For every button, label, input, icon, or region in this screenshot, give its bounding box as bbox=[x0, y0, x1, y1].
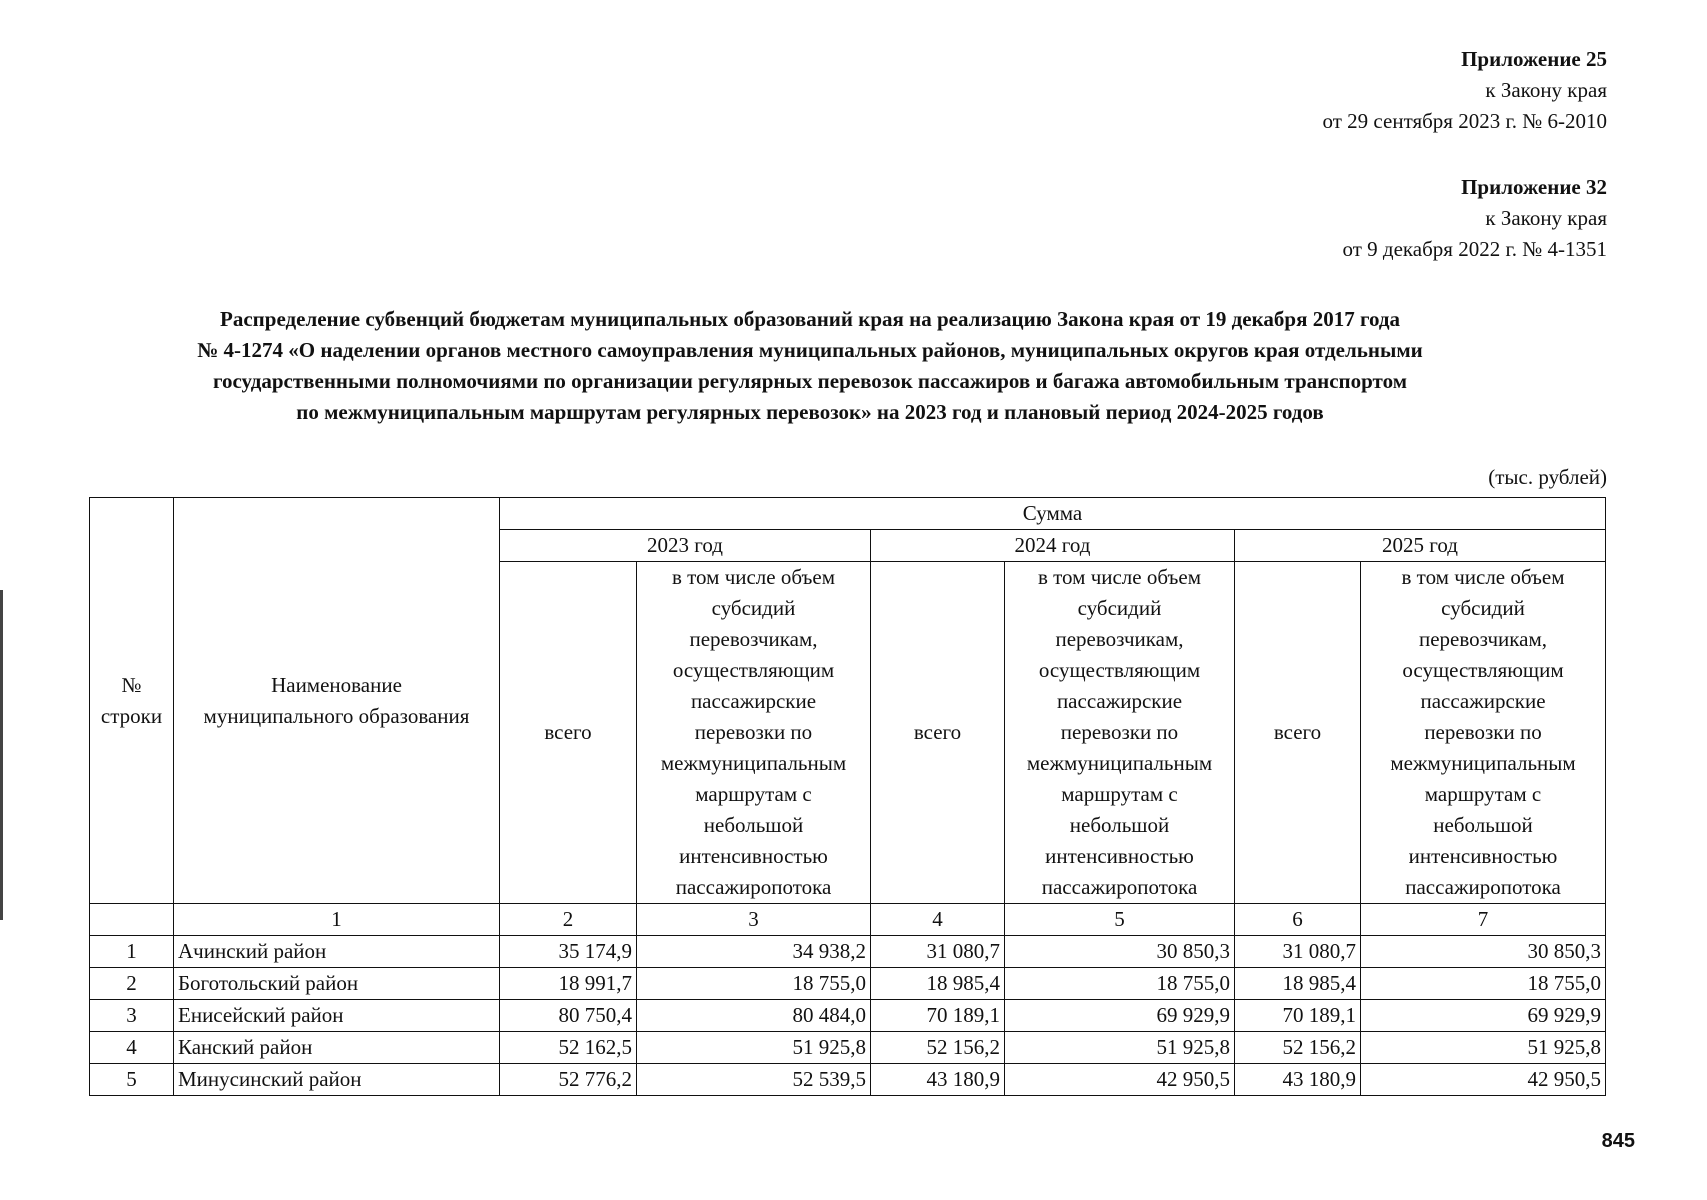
subsidy-label-line: в том числе объем bbox=[1401, 565, 1565, 589]
appendix-25-header bbox=[1323, 44, 1607, 137]
column-index: 3 bbox=[637, 904, 871, 936]
amount-total: 43 180,9 bbox=[871, 1064, 1005, 1096]
municipality-name: Боготольский район bbox=[174, 968, 500, 1000]
row-number: 4 bbox=[90, 1032, 174, 1064]
appendix-title: Приложение 32 bbox=[1461, 175, 1607, 199]
row-number: 1 bbox=[90, 936, 174, 968]
amount-total: 52 156,2 bbox=[1235, 1032, 1361, 1064]
subsidy-label-line: интенсивностью bbox=[679, 844, 828, 868]
header-year: 2025 год bbox=[1235, 530, 1606, 562]
appendix-law-line: к Закону края bbox=[1485, 206, 1607, 230]
column-index-empty bbox=[90, 904, 174, 936]
subsidy-label-line: пассажиропотока bbox=[675, 875, 832, 899]
appendix-date-line: от 9 декабря 2022 г. № 4-1351 bbox=[1342, 237, 1607, 261]
amount-subsidy: 80 484,0 bbox=[637, 1000, 871, 1032]
appendix-32-header bbox=[1343, 172, 1607, 265]
table-row bbox=[90, 968, 1606, 1000]
header-year: 2023 год bbox=[500, 530, 871, 562]
subsidy-label-line: в том числе объем bbox=[671, 565, 835, 589]
page-number: 845 bbox=[1601, 1130, 1635, 1152]
appendix-title: Приложение 25 bbox=[1461, 47, 1607, 71]
column-index: 5 bbox=[1005, 904, 1235, 936]
amount-total: 52 162,5 bbox=[500, 1032, 637, 1064]
amount-total: 70 189,1 bbox=[871, 1000, 1005, 1032]
table-row bbox=[90, 1064, 1606, 1096]
amount-subsidy: 69 929,9 bbox=[1361, 1000, 1606, 1032]
subsidy-label-line: субсидий bbox=[1441, 596, 1525, 620]
amount-subsidy: 42 950,5 bbox=[1005, 1064, 1235, 1096]
amount-total: 18 991,7 bbox=[500, 968, 637, 1000]
units-label: (тыс. рублей) bbox=[1488, 465, 1607, 489]
municipality-name: Канский район bbox=[174, 1032, 500, 1064]
amount-subsidy: 18 755,0 bbox=[637, 968, 871, 1000]
column-index: 1 bbox=[174, 904, 500, 936]
column-index: 4 bbox=[871, 904, 1005, 936]
amount-total: 31 080,7 bbox=[871, 936, 1005, 968]
amount-subsidy: 18 755,0 bbox=[1005, 968, 1235, 1000]
subvention-table bbox=[89, 497, 1606, 1096]
header-row-sum bbox=[90, 498, 1606, 530]
amount-total: 18 985,4 bbox=[871, 968, 1005, 1000]
municipality-name: Ачинский район bbox=[174, 936, 500, 968]
header-total: всего bbox=[1235, 562, 1361, 904]
amount-total: 31 080,7 bbox=[1235, 936, 1361, 968]
row-number: 5 bbox=[90, 1064, 174, 1096]
amount-total: 18 985,4 bbox=[1235, 968, 1361, 1000]
amount-total: 52 156,2 bbox=[871, 1032, 1005, 1064]
subsidy-label-line: перевозки по bbox=[1424, 720, 1542, 744]
subsidy-label-line: небольшой bbox=[703, 813, 804, 837]
title-line: государственными полномочиями по организации регулярных перевозок пассажиров и багажа автомобильным транспортом bbox=[212, 369, 1408, 393]
subsidy-label-line: перевозчикам, bbox=[1055, 627, 1184, 651]
subsidy-label-line: маршрутам с bbox=[1424, 782, 1542, 806]
header-sum: Сумма bbox=[500, 498, 1606, 530]
subsidy-label-line: в том числе объем bbox=[1037, 565, 1201, 589]
title-line: по межмуниципальным маршрутам регулярных перевозок» на 2023 год и плановый период 2024-2025 годов bbox=[296, 400, 1324, 424]
amount-total: 52 776,2 bbox=[500, 1064, 637, 1096]
header-year: 2024 год bbox=[871, 530, 1235, 562]
subsidy-label-line: субсидий bbox=[1077, 596, 1162, 620]
column-index: 7 bbox=[1361, 904, 1606, 936]
header-total: всего bbox=[500, 562, 637, 904]
subsidy-label-line: интенсивностью bbox=[1045, 844, 1194, 868]
column-index-row bbox=[90, 904, 1606, 936]
subsidy-label-line: пассажирские bbox=[1420, 689, 1546, 713]
subsidy-label-line: небольшой bbox=[1433, 813, 1533, 837]
row-number: 2 bbox=[90, 968, 174, 1000]
appendix-date-line: от 29 сентября 2023 г. № 6-2010 bbox=[1322, 109, 1607, 133]
subsidy-label-line: межмуниципальным bbox=[660, 751, 847, 775]
header-municipality bbox=[174, 498, 500, 904]
amount-subsidy: 51 925,8 bbox=[1361, 1032, 1606, 1064]
subsidy-label-line: пассажиропотока bbox=[1405, 875, 1561, 899]
subsidy-label-line: небольшой bbox=[1069, 813, 1170, 837]
subsidy-label-line: осуществляющим bbox=[672, 658, 835, 682]
appendix-law-line: к Закону края bbox=[1485, 78, 1607, 102]
amount-total: 70 189,1 bbox=[1235, 1000, 1361, 1032]
amount-subsidy: 52 539,5 bbox=[637, 1064, 871, 1096]
header-text: № bbox=[121, 672, 142, 697]
column-index: 6 bbox=[1235, 904, 1361, 936]
amount-total: 80 750,4 bbox=[500, 1000, 637, 1032]
amount-subsidy: 18 755,0 bbox=[1361, 968, 1606, 1000]
subsidy-label-line: маршрутам с bbox=[695, 782, 812, 806]
amount-subsidy: 51 925,8 bbox=[637, 1032, 871, 1064]
header-text: муниципального образования bbox=[203, 703, 470, 728]
header-total: всего bbox=[871, 562, 1005, 904]
row-number: 3 bbox=[90, 1000, 174, 1032]
subsidy-label-line: осуществляющим bbox=[1038, 658, 1201, 682]
amount-subsidy: 30 850,3 bbox=[1005, 936, 1235, 968]
table-row bbox=[90, 936, 1606, 968]
municipality-name: Енисейский район bbox=[174, 1000, 500, 1032]
scan-edge-mark bbox=[0, 590, 3, 920]
header-text: строки bbox=[100, 703, 163, 728]
header-subsidy bbox=[1361, 562, 1606, 904]
subsidy-label-line: пассажиропотока bbox=[1041, 875, 1198, 899]
column-index: 2 bbox=[500, 904, 637, 936]
subsidy-label-line: маршрутам с bbox=[1061, 782, 1178, 806]
municipality-name: Минусинский район bbox=[174, 1064, 500, 1096]
amount-subsidy: 30 850,3 bbox=[1361, 936, 1606, 968]
subsidy-label-line: субсидий bbox=[711, 596, 796, 620]
title-line: № 4-1274 «О наделении органов местного самоуправления муниципальных районов, муниципальных округов края отдельными bbox=[197, 338, 1423, 362]
subsidy-label-line: пассажирские bbox=[690, 689, 817, 713]
header-row-number bbox=[90, 498, 174, 904]
subsidy-label-line: пассажирские bbox=[1056, 689, 1183, 713]
header-text: Наименование bbox=[271, 672, 402, 697]
subsidy-label-line: перевозчикам, bbox=[1418, 627, 1548, 651]
title-line: Распределение субвенций бюджетам муниципальных образований края на реализацию Закона края от 19 декабря 2017 года bbox=[220, 307, 1400, 331]
amount-total: 43 180,9 bbox=[1235, 1064, 1361, 1096]
header-subsidy bbox=[637, 562, 871, 904]
amount-subsidy: 34 938,2 bbox=[637, 936, 871, 968]
amount-subsidy: 42 950,5 bbox=[1361, 1064, 1606, 1096]
document-title bbox=[60, 304, 1560, 428]
table-row bbox=[90, 1032, 1606, 1064]
header-subsidy bbox=[1005, 562, 1235, 904]
subsidy-label-line: межмуниципальным bbox=[1390, 751, 1576, 775]
subsidy-label-line: межмуниципальным bbox=[1026, 751, 1213, 775]
amount-total: 35 174,9 bbox=[500, 936, 637, 968]
subsidy-label-line: перевозчикам, bbox=[689, 627, 818, 651]
table-row bbox=[90, 1000, 1606, 1032]
subsidy-label-line: перевозки по bbox=[694, 720, 813, 744]
amount-subsidy: 51 925,8 bbox=[1005, 1032, 1235, 1064]
subsidy-label-line: осуществляющим bbox=[1402, 658, 1564, 682]
subsidy-label-line: перевозки по bbox=[1060, 720, 1179, 744]
subsidy-label-line: интенсивностью bbox=[1408, 844, 1558, 868]
amount-subsidy: 69 929,9 bbox=[1005, 1000, 1235, 1032]
